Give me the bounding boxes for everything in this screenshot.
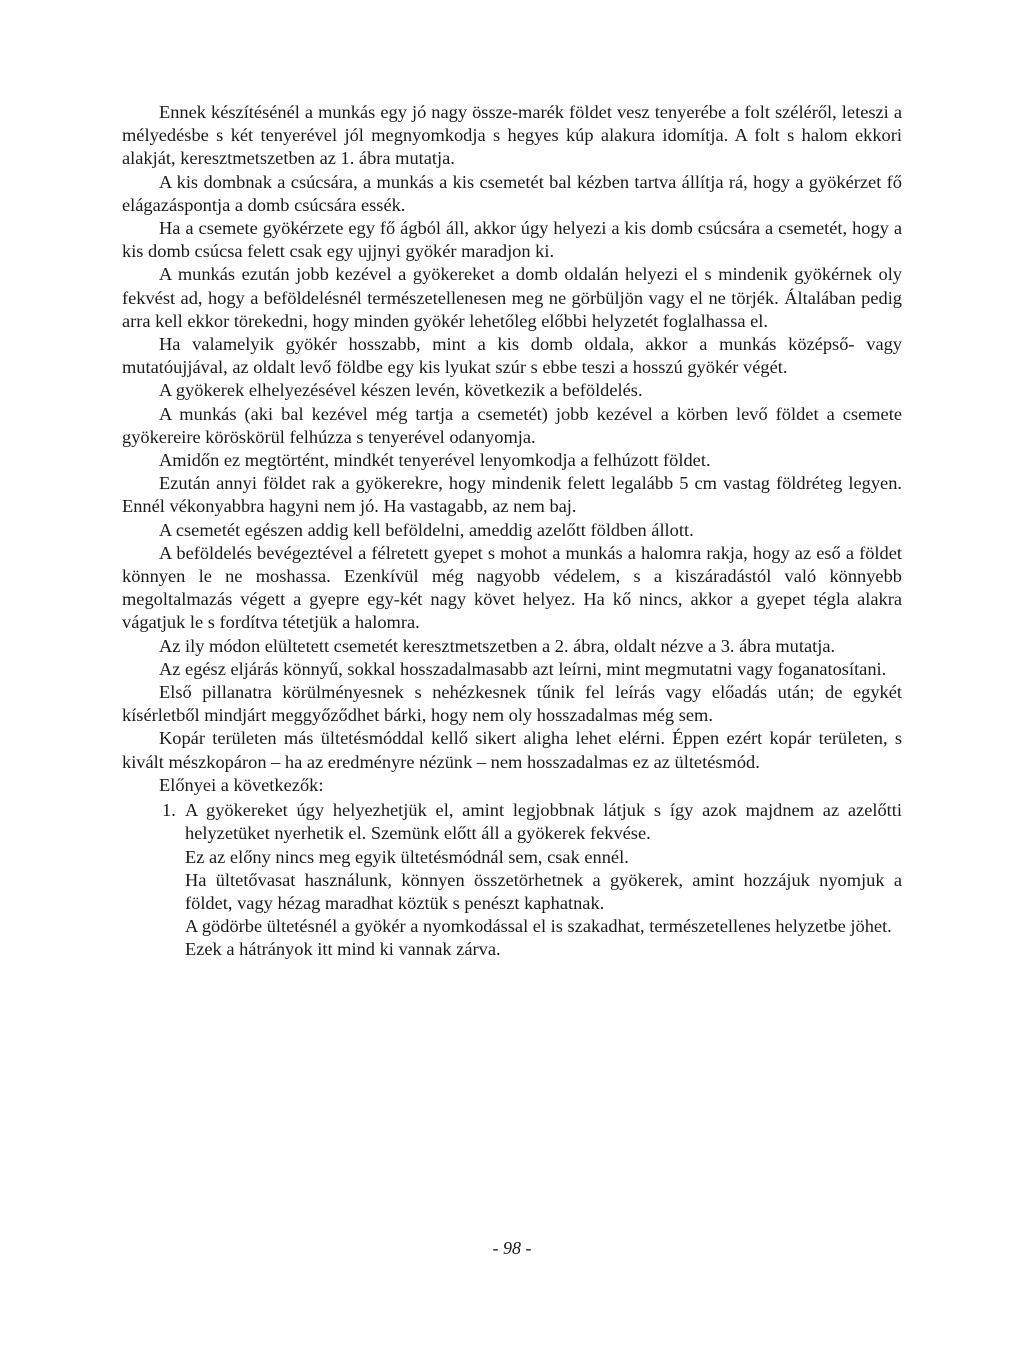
paragraph-15: Kopár területen más ültetésmóddal kellő sikert aligha lehet elérni. Éppen ezért kopár területen, s kivált mészkopáron – ha az eredményre nézünk – nem hosszadalmas ez az ültetésmód. xyxy=(122,728,902,772)
paragraph-5: Ha valamelyik gyökér hosszabb, mint a kis domb oldala, akkor a munkás középső- vagy mutatóujjával, az oldalt levő földbe egy kis lyukat szúr s ebbe teszi a hosszú gyökér végét. xyxy=(122,334,902,378)
paragraph-9: Ezután annyi földet rak a gyökerekre, hogy mindenik felett legalább 5 cm vastag földréteg legyen. Ennél vékonyabbra hagyni nem jó. Ha vastagabb, az nem baj. xyxy=(122,473,902,517)
paragraph-6: A gyökerek elhelyezésével készen levén, következik a beföldelés. xyxy=(159,380,643,401)
paragraph-8: Amidőn ez megtörtént, mindkét tenyerével lenyomkodja a felhúzott földet. xyxy=(159,450,711,471)
paragraph-12: Az ily módon elültetett csemetét keresztmetszetben a 2. ábra, oldalt nézve a 3. ábra mutatja. xyxy=(159,635,836,656)
paragraph-3: Ha a csemete gyökérzete egy fő ágból áll, akkor úgy helyezi a kis domb csúcsára a csemetét, hogy a kis domb csúcsa felett csak egy ujjnyi gyökér maradjon ki. xyxy=(122,218,902,262)
paragraph-4: A munkás ezután jobb kezével a gyökereket a domb oldalán helyezi el s mindenik gyökérnek oly fekvést ad, hogy a beföldelésnél természetellenesen meg ne görbüljön vagy el ne törjék. Általában pedig arra kell ekkor törekedni, hogy minden gyökér lehetőleg előbbi helyzetét foglalhassa el. xyxy=(122,264,902,331)
paragraph-14: Első pillanatra körülményesnek s nehézkesnek tűnik fel leírás vagy előadás után; de egykét kísérletből mindjárt meggyőződhet bárki, hogy nem oly hosszadalmas még sem. xyxy=(122,682,902,726)
list-item-line: Ezek a hátrányok itt mind ki vannak zárva. xyxy=(185,939,501,960)
paragraph-2: A kis dombnak a csúcsára, a munkás a kis csemetét bal kézben tartva állítja rá, hogy a gyökérzet fő elágazáspontja a domb csúcsára essék. xyxy=(122,171,902,215)
list-item-line: Ha ültetővasat használunk, könnyen összetörhetnek a gyökerek, amint hozzájuk nyomjuk a földet, vagy hézag maradhat köztük s penészt kaphatnak. xyxy=(185,869,902,913)
paragraph-13: Az egész eljárás könnyű, sokkal hosszadalmasabb azt leírni, mint megmutatni vagy foganatosítani. xyxy=(159,658,887,679)
paragraph-16: Előnyei a következők: xyxy=(159,774,324,795)
page-number: - 98 - xyxy=(492,1238,532,1258)
paragraph-11: A beföldelés bevégeztével a félretett gyepet s mohot a munkás a halomra rakja, hogy az eső a földet könnyen le ne moshassa. Ezenkívül még nagyobb védelem, s a kiszáradástól való könnyebb megoltalmazás végett a gyepre egy-két nagy követ helyez. Ha kő nincs, akkor a gyepet tégla alakra vágatjuk le s fordítva tétetjük a halomra. xyxy=(122,542,902,633)
paragraph-10: A csemetét egészen addig kell beföldelni, ameddig azelőtt földben állott. xyxy=(159,519,694,540)
list-item-line: Ez az előny nincs meg egyik ültetésmódnál sem, csak ennél. xyxy=(185,846,629,867)
list-item-line: A gödörbe ültetésnél a gyökér a nyomkodással el is szakadhat, természetellenes helyzetbe jöhet. xyxy=(185,916,892,937)
list-item-text: A gyökereket úgy helyezhetjük el, amint legjobbnak látjuk s így azok majdnem az azelőtti helyzetüket nyerhetik el. Szemünk előtt áll a gyökerek fekvése. xyxy=(185,800,902,844)
paragraph-7: A munkás (aki bal kezével még tartja a csemetét) jobb kezével a körben levő földet a csemete gyökereire köröskörül felhúzza s tenyerével odanyomja. xyxy=(122,403,902,447)
paragraph-1: Ennek készítésénél a munkás egy jó nagy össze-marék földet vesz tenyerébe a folt széléről, leteszi a mélyedésbe s két tenyerével jól megnyomkodja s hegyes kúp alakura idomítja. A folt s halom ekkori alakját, keresztmetszetben az 1. ábra mutatja. xyxy=(122,102,902,169)
advantages-list xyxy=(122,799,902,961)
list-item xyxy=(122,799,902,845)
page-body xyxy=(122,101,902,962)
list-number: 1. xyxy=(162,800,176,821)
